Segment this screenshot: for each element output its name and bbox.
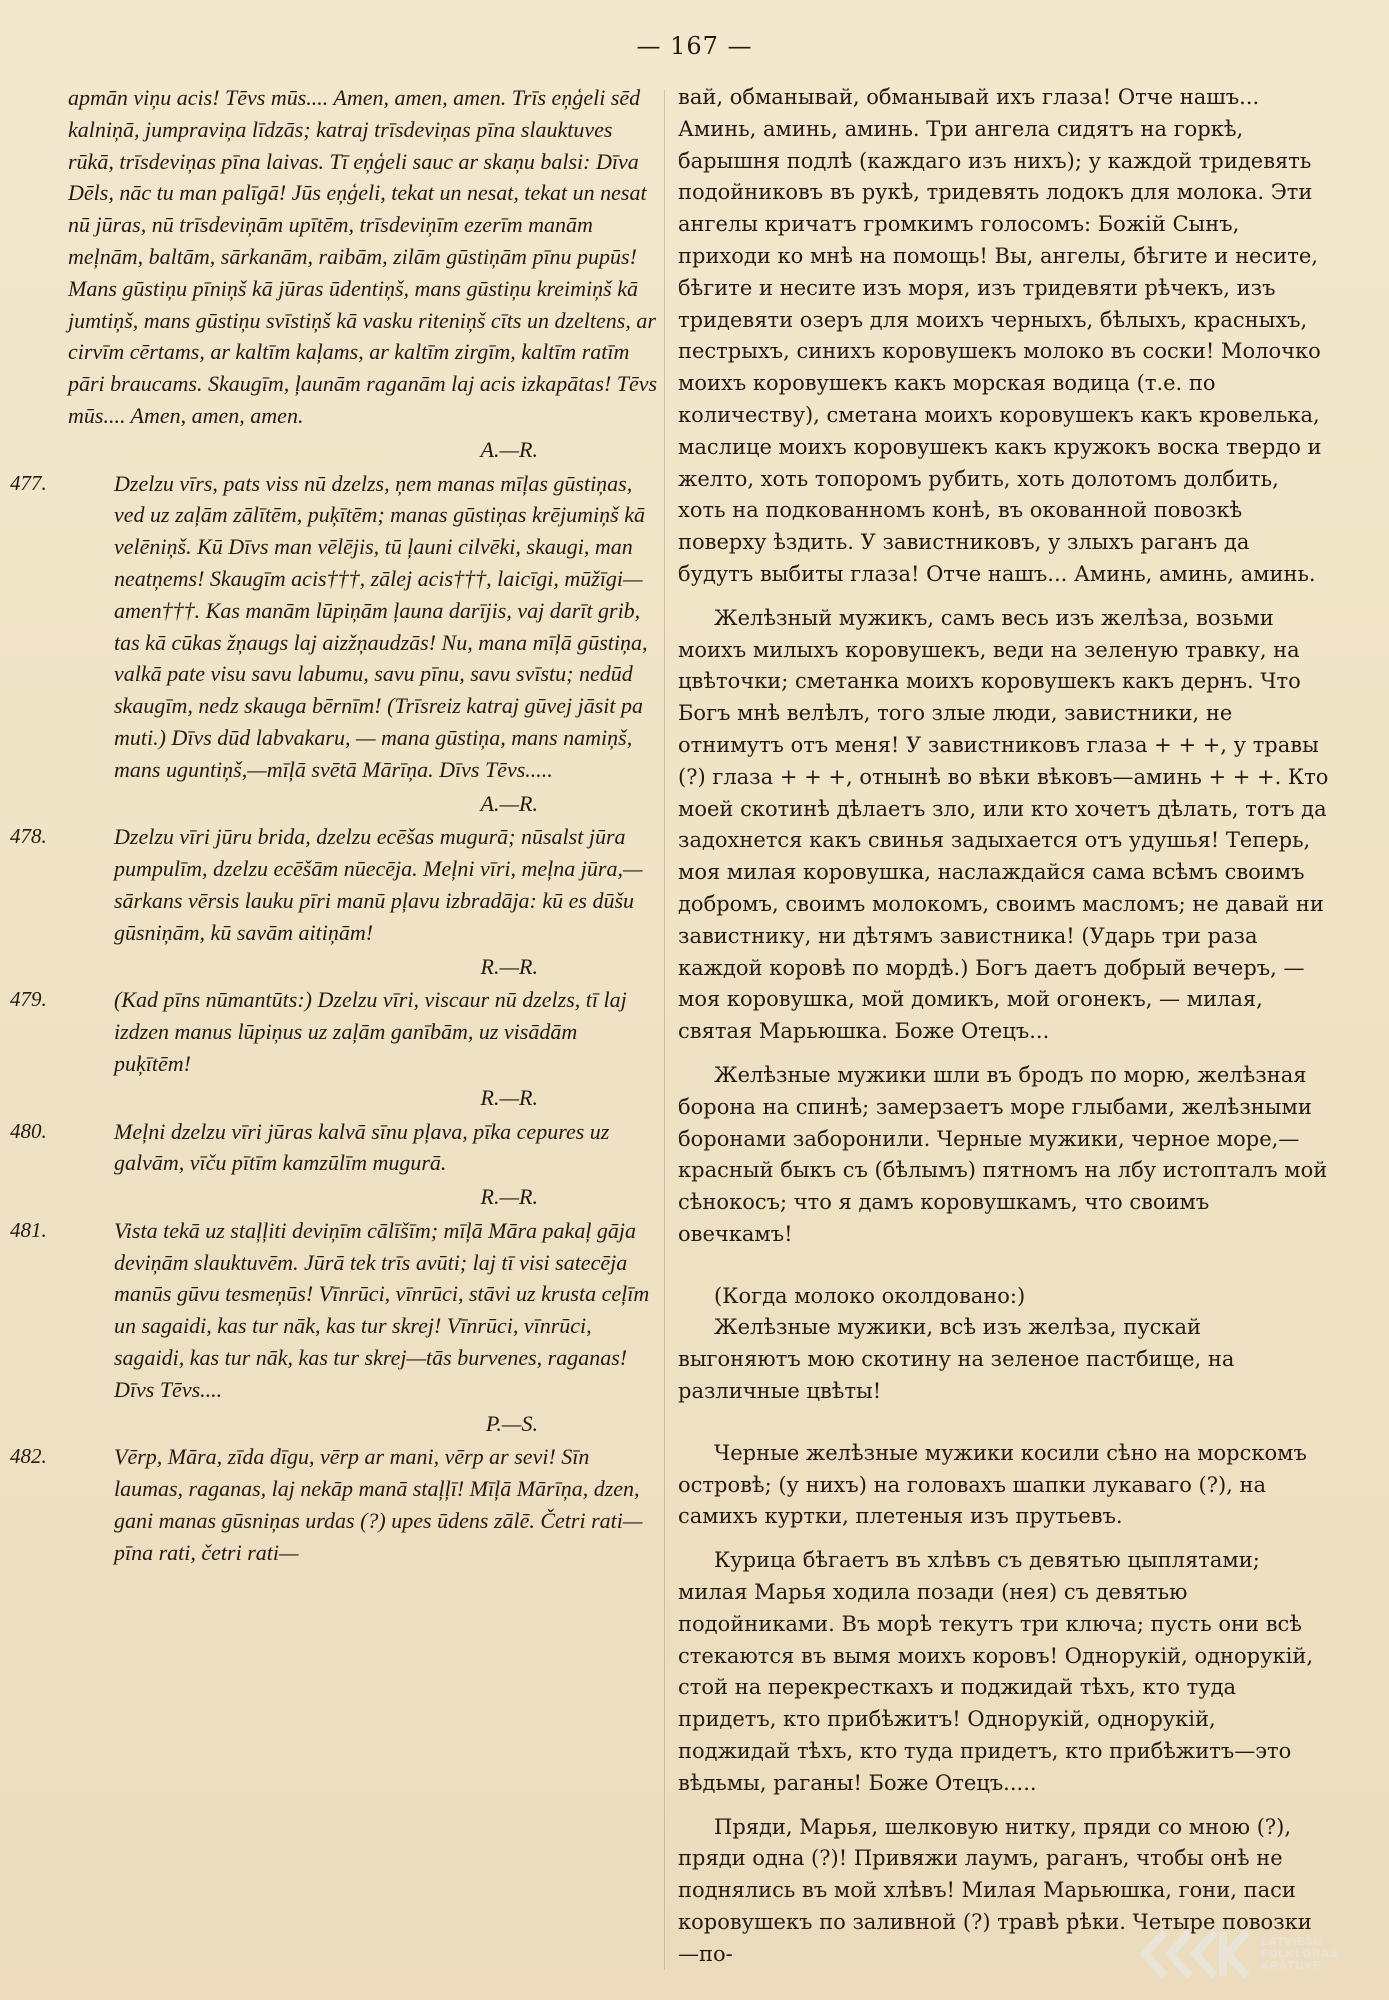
- logo-line-2: FOLKLORAS: [1261, 1948, 1339, 1960]
- entry-attribution: R.—R.: [480, 1084, 538, 1110]
- archive-logo: [1135, 1922, 1371, 1986]
- archive-logo-text: [1261, 1936, 1338, 1972]
- entry-number: 477.: [10, 470, 47, 495]
- right-paragraph-1: вай, обманывай, обманывай ихъ глаза! Отче нашъ... Аминь, аминь, аминь. Три ангела сидятъ на горкѣ, барышня подлѣ (каждаго изъ нихъ); у каждой тридевять подойниковъ въ рукѣ, тридевять лодокъ для молока. Эти ангелы кричатъ громкимъ голосомъ: Божій Сынъ, приходи ко мнѣ на помощь! Вы, ангелы, бѣгите и несите, бѣгите и несите изъ моря, изъ тридевяти рѣчекъ, изъ тридевяти озеръ для моихъ черныхъ, бѣлыхъ, красныхъ, пестрыхъ, синихъ коровушекъ молоко въ соски! Молочко моихъ коровушекъ какъ морская водица (т.е. по количеству), сметана моихъ коровушекъ какъ кровелька, маслице моихъ коровушекъ какъ кружокъ воска твердо и желто, хоть топоромъ рубить, хоть долотомъ долбить, хоть на подкованномъ конѣ, въ окованной повозкѣ поверху ѣздить. У завистниковъ, у злыхъ раганъ да будутъ выбиты глаза! Отче нашъ... Аминь, аминь, аминь.: [678, 85, 1322, 586]
- entry-attribution: R.—R.: [480, 953, 538, 979]
- column-divider: [664, 90, 665, 1970]
- entry-479: [10, 984, 658, 1079]
- right-paragraph-2: Желѣзный мужикъ, самъ весь изъ желѣза, возьми моихъ милыхъ коровушекъ, веди на зеленую травку, на цвѣточки; сметанка моихъ коровушекъ какъ дернъ. Что Богъ мнѣ велѣлъ, того злые люди, завистники, не отнимутъ отъ меня! У завистниковъ глаза + + +, у травы (?) глаза + + +, отнынѣ во вѣки вѣковъ—аминь + + +. Кто моей скотинѣ дѣлаетъ зло, или кто хочетъ дѣлать, тотъ да задохнется какъ свинья задыхается отъ удушья! Теперь, моя милая коровушка, наслаждайся сама всѣмъ своимъ добромъ, своимъ молокомъ, своимъ масломъ; не давай ни завистнику, ни дѣтямъ завистника! (Ударь три раза каждой коровѣ по мордѣ.) Богъ даетъ добрый вечеръ, — моя коровушка, мой домикъ, мой огонекъ, — милая, святая Марьюшка. Боже Отецъ...: [678, 605, 1329, 1044]
- right-paragraph-3: Желѣзные мужики шли въ бродъ по морю, желѣзная борона на спинѣ; замерзаетъ море глыбами, желѣзными боронами заборонили. Черные мужики, черное море,—красный быкъ съ (бѣлымъ) пятномъ на лбу истопталъ мой сѣнокосъ; что я дамъ коровушкамъ, что своимъ овечкамъ!: [678, 1062, 1328, 1246]
- entry-text: Meļni dzelzu vīri jūras kalvā sīnu pļava, pīka cepures uz galvām, vīču pītīm kamzūlīm mugurā.: [114, 1118, 610, 1176]
- entry-text: Vista tekā uz staļļiti deviņīm cālīšīm; mīļā Māra pakaļ gāja deviņām slauktuvēm. Jūrā tek trīs avūti; laj tī visi satecēja manūs gūvu tesmeņūs! Vīnrūci, vīnrūci, stāvi uz krusta ceļīm un sagaidi, kas tur nāk, kas tur skrej! Vīnrūci, vīnrūci, sagaidi, kas tur nāk, kas tur skrej—tās burvenes, raganas! Dīvs Tēvs....: [114, 1217, 650, 1402]
- entry-477: [10, 468, 658, 786]
- archive-logo-icon: [1135, 1924, 1255, 1984]
- right-paragraph-6: Курица бѣгаетъ въ хлѣвъ съ девятью цыплятами; милая Марья ходила позади (нея) съ девятью подойниками. Въ морѣ текутъ три ключа; пусть они всѣ стекаются въ вымя моихъ коровъ! Однорукій, однорукій, стой на перекресткахъ и поджидай тѣхъ, кто туда придетъ, кто прибѣжитъ! Однорукій, однорукій, поджидай тѣхъ, кто туда придетъ, кто прибѣжитъ—это вѣдьмы, раганы! Боже Отецъ.....: [678, 1548, 1313, 1795]
- entry-480: [10, 1116, 658, 1180]
- page-number: — 167 —: [636, 32, 753, 60]
- entry-number: 480.: [10, 1118, 47, 1143]
- right-paragraph-7: Пряди, Марья, шелковую нитку, пряди со мною (?), пряди одна (?)! Привяжи лаумъ, раганъ, чтобы онѣ не поднялись въ мой хлѣвъ! Милая Марьюшка, гони, паси коровушекъ по заливной (?) травѣ рѣки. Четыре повозки—по-: [678, 1814, 1312, 1966]
- entry-attribution: P.—S.: [485, 1410, 538, 1436]
- entry-482: [10, 1441, 658, 1568]
- right-paragraph-4-heading: (Когда молоко околдовано:): [714, 1283, 1026, 1308]
- entry-478: [10, 821, 658, 948]
- entry-text: Vērp, Māra, zīda dīgu, vērp ar mani, vērp ar sevi! Sīn laumas, raganas, laj nekāp manā staļļī! Mīļā Mārīņa, dzen, gani manas gūsniņas urdas (?) upes ūdens zālē. Četri rati—pīna rati, četri rati—: [114, 1444, 643, 1565]
- left-intro-attribution: A.—R.: [480, 436, 538, 462]
- entry-number: 479.: [10, 987, 47, 1012]
- entry-481: [10, 1215, 658, 1406]
- entry-attribution: A.—R.: [480, 790, 538, 816]
- right-paragraph-5: Черные желѣзные мужики косили сѣно на морскомъ островѣ; (у нихъ) на головахъ шапки лукаваго (?), на самихъ куртки, плетеныя изъ прутьевъ.: [678, 1440, 1307, 1529]
- logo-line-3: KRĀTUVE: [1261, 1960, 1322, 1972]
- entry-attribution: R.—R.: [480, 1184, 538, 1210]
- latvian-column: [10, 82, 658, 1569]
- russian-column: [678, 82, 1330, 1971]
- logo-line-1: LATVIEŠU: [1261, 1936, 1323, 1948]
- entry-text: Dzelzu vīri jūru brida, dzelzu ecēšas mugurā; nūsalst jūra pumpulīm, dzelzu ecēšām nūecēja. Meļni vīri, meļna jūra,—sārkans vērsis lauku pīri manū pļavu izbradāja: kū es dūšu gūsniņām, kū savām aitiņām!: [114, 824, 643, 945]
- right-paragraph-4: Желѣзные мужики, всѣ изъ желѣза, пускай выгоняютъ мою скотину на зеленое пастбище, на различные цвѣты!: [678, 1315, 1235, 1404]
- entry-text: (Kad pīns nūmantūts:) Dzelzu vīri, viscaur nū dzelzs, tī laj izdzen manus lūpiņus uz zaļām ganībām, uz visādām puķītēm!: [114, 987, 627, 1076]
- entry-number: 481.: [10, 1217, 47, 1242]
- left-intro: apmān viņu acis! Tēvs mūs.... Amen, amen, amen. Trīs eņģeli sēd kalniņā, jumpraviņa līdzās; katraj trīsdeviņas pīna slauktuves rūkā, trīsdeviņas pīna laivas. Tī eņģeli sauc ar skaņu balsi: Dīva Dēls, nāc tu man palīgā! Jūs eņģeli, tekat un nesat, tekat un nesat nū jūras, nū trīsdeviņām upītēm, trīsdeviņīm ezerīm manām meļnām, baltām, sārkanām, raibām, zilām gūstiņām pīnu pupūs! Mans gūstiņu pīniņš kā jūras ūdentiņš, mans gūstiņu kreimiņš kā jumtiņš, mans gūstiņu svīstiņš kā vasku riteniņš cīts un dzeltens, ar cirvīm cērtams, ar kaltīm kaļams, ar kaltīm zirgīm, kaltīm ratīm pāri braucams. Skaugīm, ļaunām raganām laj acis izkapātas! Tēvs mūs.... Amen, amen, amen.: [68, 85, 658, 428]
- entry-text: Dzelzu vīrs, pats viss nū dzelzs, ņem manas mīļas gūstiņas, ved uz zaļām zālītēm, puķītēm; manas gūstiņas krējumiņš kā velēniņš. Kū Dīvs man vēlējis, tū ļauni cilvēki, skaugi, man neatņems! Skaugīm acis†††, zālej acis†††, laicīgi, mūžīgi—amen†††. Kas manām lūpiņām ļauna darījis, vaj darīt grib, tas kā cūkas žņaugs laj aizžņaudzās! Nu, mana mīļā gūstiņa, valkā pate visu savu labumu, savu pīnu, savu svīstu; nedūd skaugīm, nedz skauga bērnīm! (Trīsreiz katraj gūvej jāsit pa muti.) Dīvs dūd labvakaru, — mana gūstiņa, mans namiņš, mans uguntiņš,—mīļā svētā Mārīņa. Dīvs Tēvs.....: [114, 470, 648, 782]
- entry-number: 478.: [10, 824, 47, 849]
- entry-number: 482.: [10, 1444, 47, 1469]
